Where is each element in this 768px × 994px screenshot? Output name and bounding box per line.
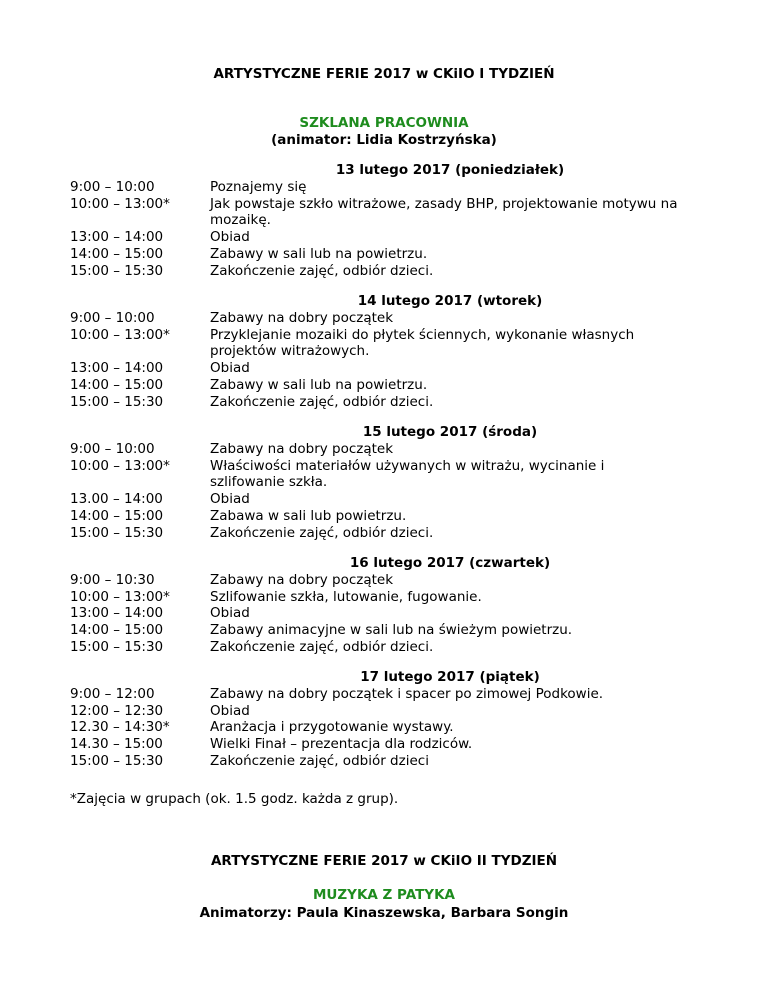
time-slot: 13:00 – 14:00: [70, 229, 164, 246]
footnote: *Zajęcia w grupach (ok. 1.5 godz. każda z grup).: [70, 791, 399, 807]
time-slot: 9:00 – 10:00: [70, 179, 155, 195]
activity: Obiad: [210, 491, 250, 508]
time-slot: 9:00 – 10:00: [70, 310, 155, 326]
schedule-row: [70, 229, 690, 246]
time-slot: 10:00 – 13:00*: [70, 195, 170, 212]
schedule-row: [70, 686, 690, 703]
day-title: 13 lutego 2017 (poniedziałek): [335, 162, 565, 178]
schedule-row: [70, 179, 690, 196]
activity: Zakończenie zajęć, odbiór dzieci.: [210, 524, 434, 541]
time-slot: 10:00 – 13:00*: [70, 326, 170, 343]
schedule-row: [70, 491, 690, 508]
day-schedule-2: [70, 293, 690, 410]
time-slot: 14.30 – 15:00: [70, 736, 163, 753]
time-slot: 10:00 – 13:00*: [70, 457, 170, 474]
week2-title: ARTYSTYCZNE FERIE 2017 w CKiIO II TYDZIEŃ: [210, 853, 558, 869]
schedule-row: [70, 703, 690, 720]
week1-title: ARTYSTYCZNE FERIE 2017 w CKiIO I TYDZIEŃ: [213, 66, 555, 82]
day-title: 14 lutego 2017 (wtorek): [357, 293, 543, 309]
activity: Obiad: [210, 360, 250, 377]
time-slot: 15:00 – 15:30: [70, 752, 164, 769]
activity: Zakończenie zajęć, odbiór dzieci.: [210, 393, 434, 410]
time-slot: 14:00 – 15:00: [70, 507, 164, 524]
activity: Wielki Finał – prezentacja dla rodziców.: [210, 736, 473, 753]
time-slot: 12.30 – 14:30*: [70, 719, 170, 736]
activity: Zabawy na dobry początek i spacer po zimowej Podkowie.: [210, 686, 604, 702]
activity: Właściwości materiałów używanych w witrażu, wycinanie i szlifowanie szkła.: [210, 457, 605, 491]
schedule-row: [70, 394, 690, 411]
schedule-row: [70, 622, 690, 639]
activity: Zabawy na dobry początek: [210, 441, 394, 457]
time-slot: 15:00 – 15:30: [70, 638, 164, 655]
time-slot: 15:00 – 15:30: [70, 262, 164, 279]
week1-animator: (animator: Lidia Kostrzyńska): [271, 132, 497, 148]
day-schedule-4: [70, 555, 690, 656]
day-title: 17 lutego 2017 (piątek): [360, 669, 540, 685]
time-slot: 14:00 – 15:00: [70, 622, 164, 639]
time-slot: 9:00 – 10:00: [70, 441, 155, 457]
day-title: 16 lutego 2017 (czwartek): [349, 555, 551, 571]
activity: Zabawy na dobry początek: [210, 572, 394, 588]
schedule-row: [70, 360, 690, 377]
time-slot: 12:00 – 12:30: [70, 702, 164, 719]
schedule-row: [70, 441, 690, 458]
time-slot: 9:00 – 12:00: [70, 686, 155, 702]
schedule-row: [70, 719, 690, 736]
activity: Zabawy w sali lub na powietrzu.: [210, 245, 428, 262]
time-slot: 14:00 – 15:00: [70, 376, 164, 393]
activity: Obiad: [210, 229, 250, 246]
time-slot: 13:00 – 14:00: [70, 360, 164, 377]
activity: Jak powstaje szkło witrażowe, zasady BHP, projektowanie motywu na mozaikę.: [210, 195, 678, 229]
activity: Zabawy w sali lub na powietrzu.: [210, 376, 428, 393]
activity: Zabawy na dobry początek: [210, 310, 394, 326]
schedule-row: [70, 246, 690, 263]
activity: Zakończenie zajęć, odbiór dzieci.: [210, 262, 434, 279]
activity: Obiad: [210, 702, 250, 719]
schedule-row: [70, 310, 690, 327]
schedule-row: [70, 605, 690, 622]
activity: Obiad: [210, 605, 250, 622]
schedule-row: [70, 525, 690, 542]
activity: Zabawy animacyjne w sali lub na świeżym powietrzu.: [210, 622, 573, 639]
week2-workshop-name: MUZYKA Z PATYKA: [312, 887, 455, 903]
time-slot: 15:00 – 15:30: [70, 393, 164, 410]
day-title: 15 lutego 2017 (środa): [362, 424, 538, 440]
schedule-row: [70, 263, 690, 280]
time-slot: 10:00 – 13:00*: [70, 588, 170, 605]
time-slot: 15:00 – 15:30: [70, 524, 164, 541]
week1-workshop-name: SZKLANA PRACOWNIA: [299, 115, 469, 131]
schedule-row: [70, 458, 690, 491]
schedule-row: [70, 589, 690, 606]
activity: Aranżacja i przygotowanie wystawy.: [210, 719, 454, 736]
activity: Zakończenie zajęć, odbiór dzieci.: [210, 638, 434, 655]
time-slot: 14:00 – 15:00: [70, 245, 164, 262]
activity: Szlifowanie szkła, lutowanie, fugowanie.: [210, 588, 482, 605]
time-slot: 13:00 – 14:00: [70, 605, 164, 622]
schedule-row: [70, 572, 690, 589]
week2-animators: Animatorzy: Paula Kinaszewska, Barbara Songin: [199, 905, 569, 921]
schedule-row: [70, 327, 690, 360]
schedule-row: [70, 639, 690, 656]
schedule-row: [70, 196, 690, 229]
time-slot: 9:00 – 10:30: [70, 572, 155, 588]
schedule-row: [70, 753, 690, 770]
schedule-row: [70, 736, 690, 753]
activity: Poznajemy się: [210, 179, 307, 195]
time-slot: 13.00 – 14:00: [70, 491, 163, 508]
activity: Zabawa w sali lub powietrzu.: [210, 507, 407, 524]
activity: Przyklejanie mozaiki do płytek ściennych, wykonanie własnych projektów witrażowych.: [210, 326, 635, 360]
schedule-row: [70, 508, 690, 525]
activity: Zakończenie zajęć, odbiór dzieci: [210, 752, 429, 769]
day-schedule-3: [70, 424, 690, 541]
day-schedule-1: [70, 162, 690, 279]
day-schedule-5: [70, 669, 690, 770]
schedule-row: [70, 377, 690, 394]
